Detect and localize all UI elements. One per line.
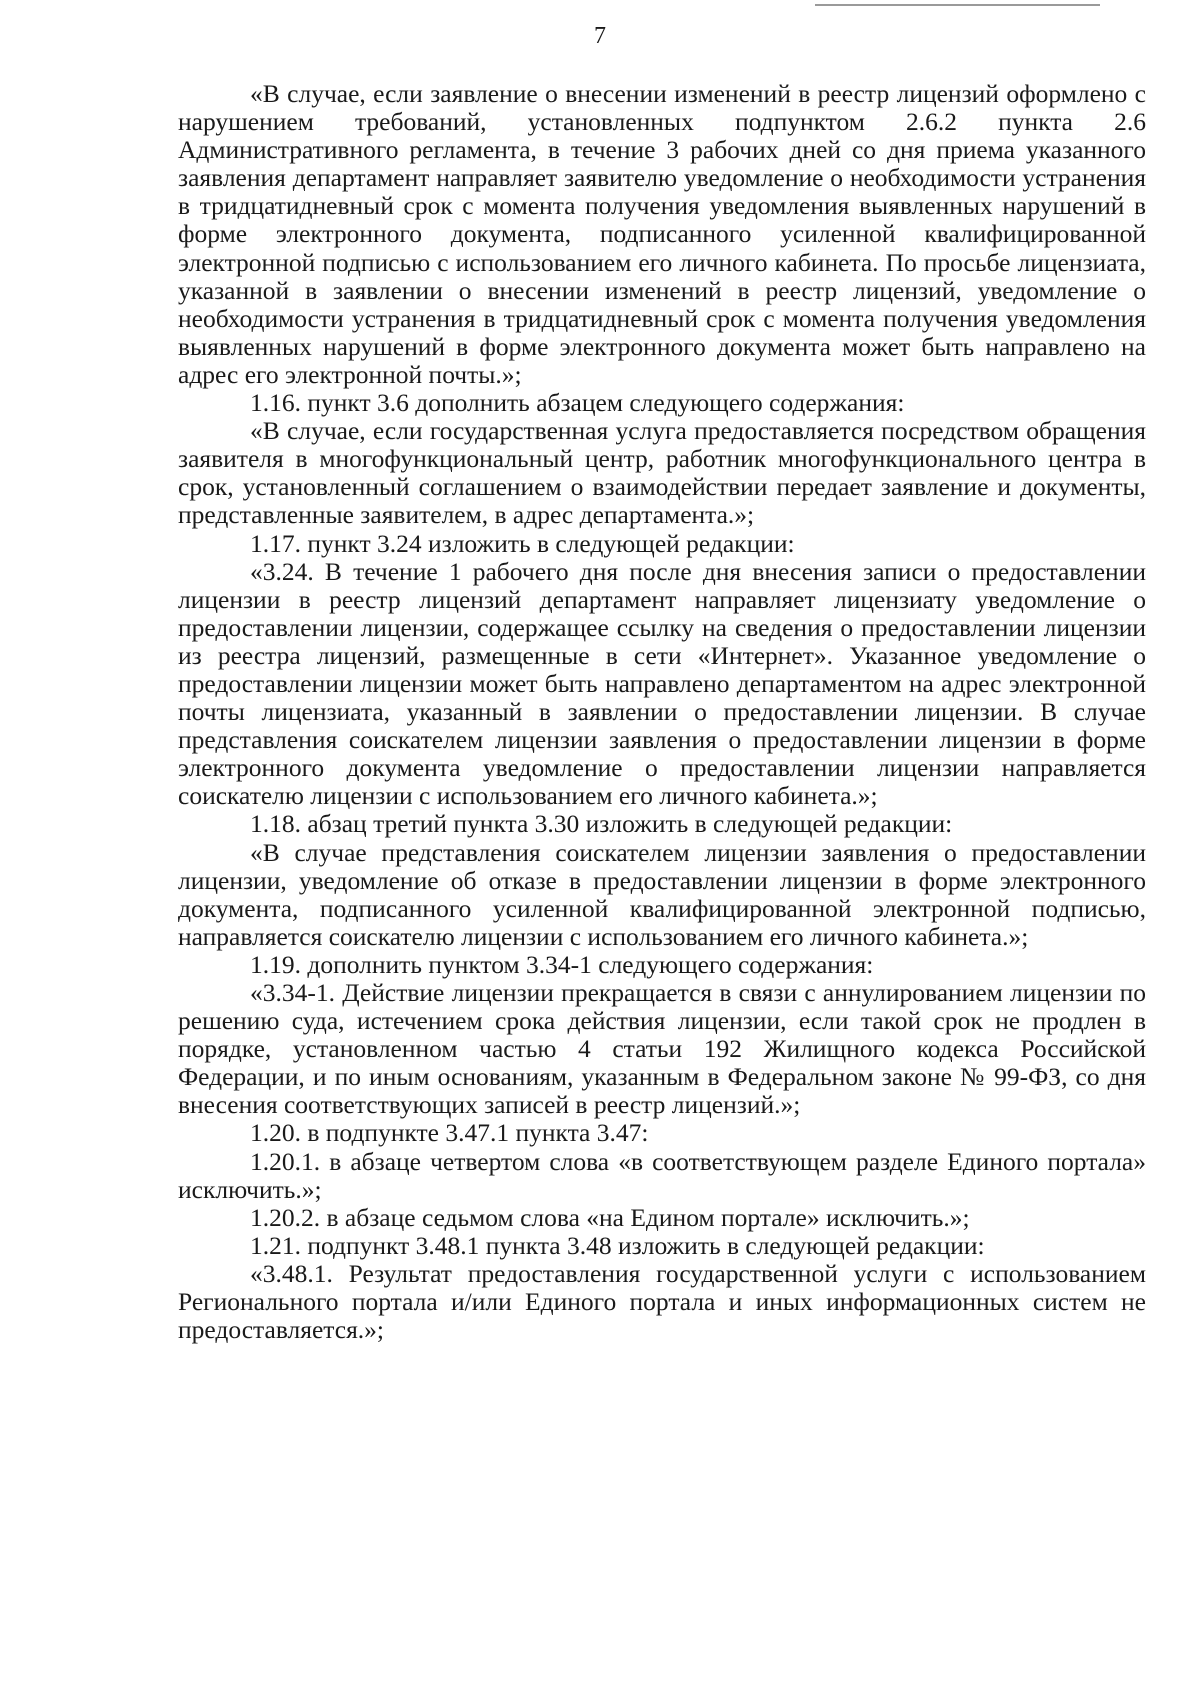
paragraph: 1.20. в подпункте 3.47.1 пункта 3.47: bbox=[250, 1118, 649, 1148]
paragraph: 1.16. пункт 3.6 дополнить абзацем следующего содержания: bbox=[250, 388, 905, 418]
paragraph: «3.48.1. Результат предоставления государственной услуги с использованием Регионального портала и/или Единого портала и иных информационных систем не предоставляется.»; bbox=[178, 1258, 1146, 1345]
paragraph: «В случае, если государственная услуга предоставляется посредством обращения заявителя в многофункциональный центр, работник многофункционального центра в срок, установленный соглашением о взаимодействии передает заявление и документы, представленные заявителем, в адрес департамента.»; bbox=[178, 416, 1146, 530]
paragraph: «В случае представления соискателем лицензии заявления о предоставлении лицензии, уведомление об отказе в предоставлении лицензии в форме электронного документа, подписанного усиленной квалифицированной электронной подписью, направляется соискателю лицензии с использованием его личного кабинета.»; bbox=[178, 837, 1146, 951]
paragraph: «В случае, если заявление о внесении изменений в реестр лицензий оформлено с нарушением требований, установленных подпунктом 2.6.2 пункта 2.6 Административного регламента, в течение 3 рабочих дней со дня приема указанного заявления департамент направляет заявителю уведомление о необходимости устранения в тридцатидневный срок с момента получения уведомления выявленных нарушений в форме электронного документа, подписанного усиленной квалифицированной электронной подписью с использованием его личного кабинета. По просьбе лицензиата, указанной в заявлении о внесении изменений в реестр лицензий, уведомление о необходимости устранения в тридцатидневный срок с момента получения уведомления выявленных нарушений в форме электронного документа может быть направлено на адрес его электронной почты.»; bbox=[178, 79, 1146, 389]
paragraph: «3.24. В течение 1 рабочего дня после дня внесения записи о предоставлении лицензии в реестр лицензий департамент направляет лицензиату уведомление о предоставлении лицензии, содержащее ссылку на сведения о предоставлении лицензии из реестра лицензий, размещенные в сети «Интернет». Указанное уведомление о предоставлении лицензии может быть направлено департаментом на адрес электронной почты лицензиата, указанный в заявлении о предоставлении лицензии. В случае представления соискателем лицензии заявления о предоставлении лицензии в форме электронного документа уведомление о предоставлении лицензии направляется соискателю лицензии с использованием его личного кабинета.»; bbox=[178, 556, 1146, 811]
paragraph: 1.19. дополнить пунктом 3.34-1 следующего содержания: bbox=[250, 949, 874, 979]
document-body bbox=[178, 80, 1146, 1344]
paragraph: 1.20.1. в абзаце четвертом слова «в соответствующем разделе Единого портала» исключить.»; bbox=[178, 1146, 1146, 1204]
scan-edge-line bbox=[815, 4, 1100, 6]
paragraph: «3.34-1. Действие лицензии прекращается в связи с аннулированием лицензии по решению суда, истечением срока действия лицензии, если такой срок не продлен в порядке, установленном частью 4 статьи 192 Жилищного кодекса Российской Федерации, и по иным основаниям, указанным в Федеральном законе № 99-ФЗ, со дня внесения соответствующих записей в реестр лицензий.»; bbox=[178, 978, 1146, 1120]
paragraph: 1.18. абзац третий пункта 3.30 изложить в следующей редакции: bbox=[250, 809, 953, 839]
paragraph: 1.17. пункт 3.24 изложить в следующей редакции: bbox=[250, 528, 795, 558]
paragraph: 1.21. подпункт 3.48.1 пункта 3.48 изложить в следующей редакции: bbox=[250, 1230, 985, 1260]
page-number: 7 bbox=[594, 23, 606, 49]
paragraph: 1.20.2. в абзаце седьмом слова «на Едином портале» исключить.»; bbox=[250, 1202, 970, 1232]
